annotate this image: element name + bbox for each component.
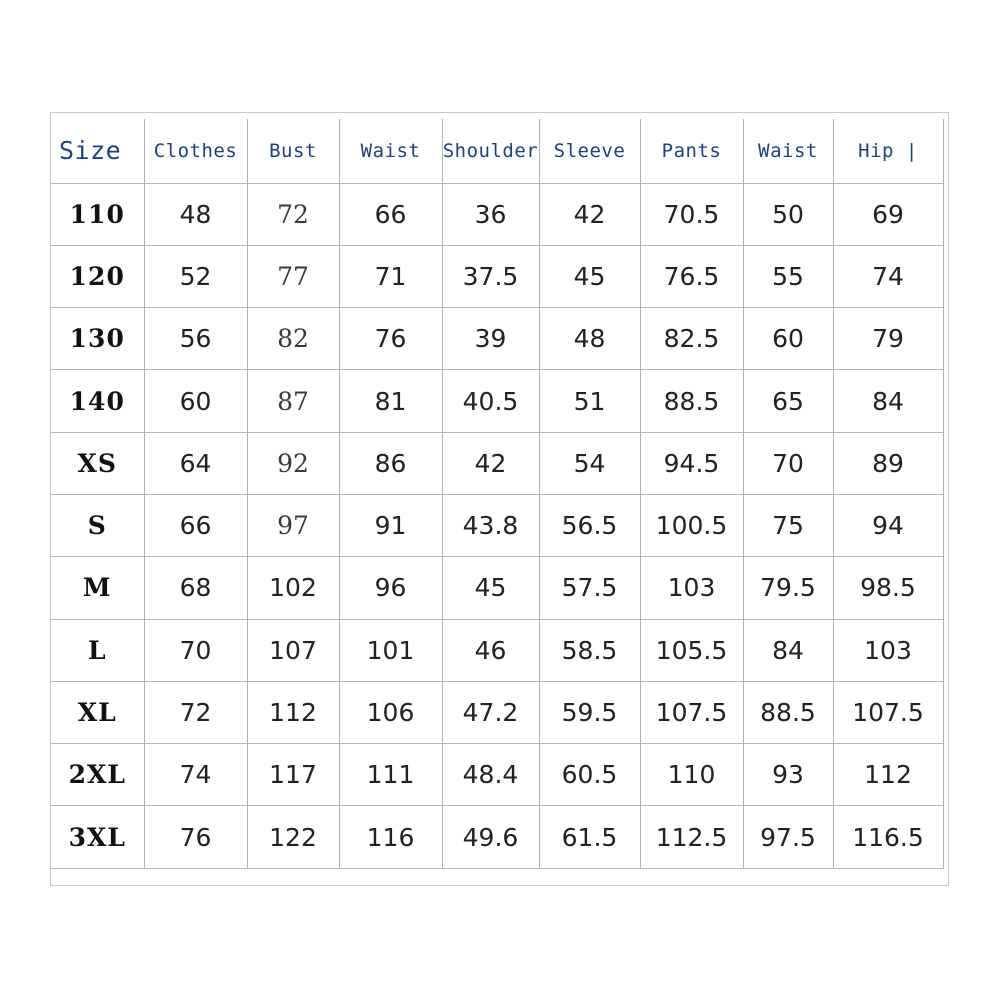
cell-waist: 111 — [339, 744, 442, 806]
cell-pants: 88.5 — [640, 370, 743, 432]
cell-bust: 72 — [247, 183, 339, 245]
table-row — [51, 432, 943, 494]
header-hip: Hip | — [833, 119, 943, 183]
cell-clothes: 52 — [144, 245, 247, 307]
cell-pants: 70.5 — [640, 183, 743, 245]
header-pants: Pants — [640, 119, 743, 183]
cell-hip: 98.5 — [833, 557, 943, 619]
cell-size: 130 — [51, 308, 144, 370]
table-row — [51, 308, 943, 370]
cell-sleeve: 56.5 — [539, 494, 640, 556]
cell-sleeve: 60.5 — [539, 744, 640, 806]
cell-pants-waist: 70 — [743, 432, 833, 494]
table-row — [51, 557, 943, 619]
cell-hip: 79 — [833, 308, 943, 370]
table-row — [51, 370, 943, 432]
cell-pants-waist: 88.5 — [743, 681, 833, 743]
cell-waist: 101 — [339, 619, 442, 681]
header-shoulder: Shoulder — [442, 119, 539, 183]
table-row — [51, 681, 943, 743]
table-body — [51, 183, 943, 868]
cell-shoulder: 48.4 — [442, 744, 539, 806]
cell-hip: 74 — [833, 245, 943, 307]
cell-hip: 69 — [833, 183, 943, 245]
cell-pants: 100.5 — [640, 494, 743, 556]
cell-bust: 102 — [247, 557, 339, 619]
cell-pants: 105.5 — [640, 619, 743, 681]
cell-size: S — [51, 494, 144, 556]
size-chart-sheet — [50, 112, 949, 886]
cell-bust: 82 — [247, 308, 339, 370]
cell-waist: 106 — [339, 681, 442, 743]
cell-pants: 110 — [640, 744, 743, 806]
header-clothes: Clothes — [144, 119, 247, 183]
cell-hip: 107.5 — [833, 681, 943, 743]
header-waist: Waist — [339, 119, 442, 183]
cell-pants-waist: 84 — [743, 619, 833, 681]
cell-hip: 89 — [833, 432, 943, 494]
cell-clothes: 68 — [144, 557, 247, 619]
cell-size: 110 — [51, 183, 144, 245]
cell-bust: 92 — [247, 432, 339, 494]
table-row — [51, 494, 943, 556]
cell-clothes: 56 — [144, 308, 247, 370]
cell-sleeve: 48 — [539, 308, 640, 370]
table-row — [51, 619, 943, 681]
header-sleeve: Sleeve — [539, 119, 640, 183]
cell-pants-waist: 55 — [743, 245, 833, 307]
cell-pants: 112.5 — [640, 806, 743, 868]
cell-waist: 91 — [339, 494, 442, 556]
cell-hip: 116.5 — [833, 806, 943, 868]
cell-bust: 77 — [247, 245, 339, 307]
cell-clothes: 60 — [144, 370, 247, 432]
cell-shoulder: 39 — [442, 308, 539, 370]
cell-clothes: 48 — [144, 183, 247, 245]
cell-pants: 94.5 — [640, 432, 743, 494]
cell-size: XS — [51, 432, 144, 494]
cell-sleeve: 51 — [539, 370, 640, 432]
cell-shoulder: 37.5 — [442, 245, 539, 307]
cell-sleeve: 57.5 — [539, 557, 640, 619]
cell-waist: 116 — [339, 806, 442, 868]
cell-hip: 94 — [833, 494, 943, 556]
cell-size: 2XL — [51, 744, 144, 806]
cell-waist: 71 — [339, 245, 442, 307]
cell-sleeve: 54 — [539, 432, 640, 494]
cell-bust: 107 — [247, 619, 339, 681]
cell-shoulder: 49.6 — [442, 806, 539, 868]
cell-clothes: 70 — [144, 619, 247, 681]
cell-hip: 84 — [833, 370, 943, 432]
cell-pants-waist: 75 — [743, 494, 833, 556]
table-row — [51, 744, 943, 806]
cell-waist: 81 — [339, 370, 442, 432]
cell-shoulder: 42 — [442, 432, 539, 494]
table-row — [51, 245, 943, 307]
cell-pants: 103 — [640, 557, 743, 619]
cell-size: XL — [51, 681, 144, 743]
cell-waist: 86 — [339, 432, 442, 494]
cell-waist: 66 — [339, 183, 442, 245]
cell-bust: 112 — [247, 681, 339, 743]
cell-size: L — [51, 619, 144, 681]
cell-clothes: 74 — [144, 744, 247, 806]
table-row — [51, 806, 943, 868]
cell-hip: 112 — [833, 744, 943, 806]
cell-pants-waist: 97.5 — [743, 806, 833, 868]
cell-clothes: 72 — [144, 681, 247, 743]
cell-bust: 117 — [247, 744, 339, 806]
cell-shoulder: 36 — [442, 183, 539, 245]
cell-sleeve: 45 — [539, 245, 640, 307]
cell-clothes: 66 — [144, 494, 247, 556]
cell-pants: 107.5 — [640, 681, 743, 743]
cell-sleeve: 58.5 — [539, 619, 640, 681]
cell-pants-waist: 60 — [743, 308, 833, 370]
cell-shoulder: 45 — [442, 557, 539, 619]
cell-shoulder: 43.8 — [442, 494, 539, 556]
cell-size: M — [51, 557, 144, 619]
cell-waist: 96 — [339, 557, 442, 619]
cell-pants: 76.5 — [640, 245, 743, 307]
cell-pants: 82.5 — [640, 308, 743, 370]
header-bust: Bust — [247, 119, 339, 183]
table-row — [51, 183, 943, 245]
cell-sleeve: 61.5 — [539, 806, 640, 868]
cell-pants-waist: 65 — [743, 370, 833, 432]
cell-sleeve: 42 — [539, 183, 640, 245]
cell-bust: 97 — [247, 494, 339, 556]
cell-pants-waist: 93 — [743, 744, 833, 806]
cell-shoulder: 47.2 — [442, 681, 539, 743]
cell-shoulder: 40.5 — [442, 370, 539, 432]
header-size: Size — [51, 119, 144, 183]
cell-pants-waist: 50 — [743, 183, 833, 245]
cell-size: 120 — [51, 245, 144, 307]
cell-sleeve: 59.5 — [539, 681, 640, 743]
cell-shoulder: 46 — [442, 619, 539, 681]
cell-hip: 103 — [833, 619, 943, 681]
cell-waist: 76 — [339, 308, 442, 370]
header-row — [51, 119, 943, 183]
header-pants-waist: Waist — [743, 119, 833, 183]
cell-bust: 122 — [247, 806, 339, 868]
cell-bust: 87 — [247, 370, 339, 432]
size-chart-table — [51, 119, 944, 869]
cell-clothes: 76 — [144, 806, 247, 868]
cell-clothes: 64 — [144, 432, 247, 494]
cell-pants-waist: 79.5 — [743, 557, 833, 619]
cell-size: 140 — [51, 370, 144, 432]
cell-size: 3XL — [51, 806, 144, 868]
